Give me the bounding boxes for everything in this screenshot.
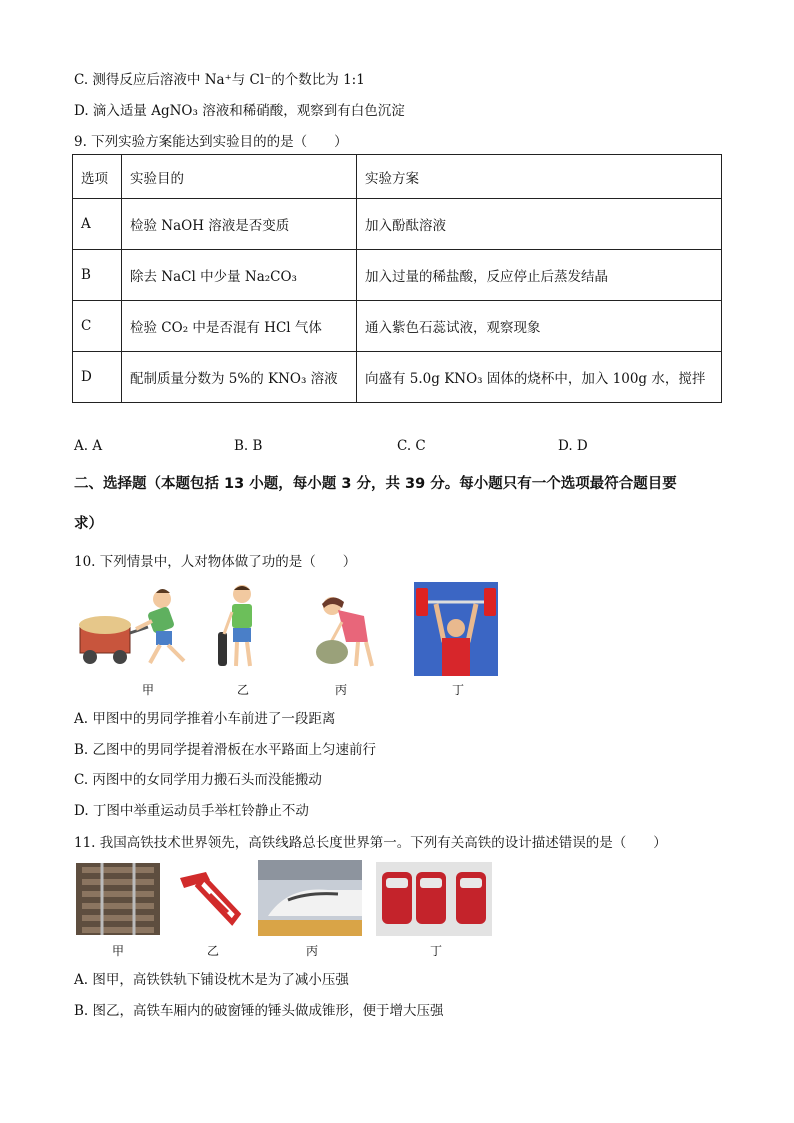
q10-figure-ding xyxy=(414,582,498,676)
q8-option-c: C. 测得反应后溶液中 Na⁺与 Cl⁻的个数比为 1:1 xyxy=(74,72,365,88)
q9-answer-a[interactable]: A. A xyxy=(74,438,103,454)
table-row xyxy=(73,301,722,352)
q9-answer-c[interactable]: C. C xyxy=(397,438,426,454)
q8-option-d: D. 滴入适量 AgNO₃ 溶液和稀硝酸，观察到有白色沉淀 xyxy=(74,103,405,119)
q10-option-a[interactable]: A. 甲图中的男同学推着小车前进了一段距离 xyxy=(74,711,336,727)
table-cell: 向盛有 5.0g KNO₃ 固体的烧杯中，加入 100g 水，搅拌 xyxy=(357,352,722,403)
table-row xyxy=(73,199,722,250)
q9-stem: 9. 下列实验方案能达到实验目的的是（ ） xyxy=(74,134,348,150)
q11-figure-bing xyxy=(258,860,362,936)
table-cell: 加入酚酞溶液 xyxy=(357,199,722,250)
q11-caption-bing: 丙 xyxy=(306,944,319,958)
table-cell: A xyxy=(73,199,122,250)
table-header-row xyxy=(73,155,722,199)
q11-figure-jia xyxy=(76,863,160,935)
q10-figure-jia xyxy=(76,585,196,670)
table-header-cell: 选项 xyxy=(73,155,122,199)
q10-figure-yi xyxy=(214,582,264,672)
q10-caption-ding: 丁 xyxy=(452,683,465,697)
q11-figure-yi xyxy=(176,866,246,936)
table-cell: C xyxy=(73,301,122,352)
table-header-cell: 实验方案 xyxy=(357,155,722,199)
q9-answer-d[interactable]: D. D xyxy=(558,438,588,454)
section-heading: 二、选择题（本题包括 13 小题，每小题 3 分，共 39 分。每小题只有一个选项最符合题目要 xyxy=(74,476,677,492)
table-cell: 通入紫色石蕊试液，观察现象 xyxy=(357,301,722,352)
q11-option-a[interactable]: A. 图甲，高铁铁轨下铺设枕木是为了减小压强 xyxy=(74,972,349,988)
table-cell: 检验 NaOH 溶液是否变质 xyxy=(122,199,357,250)
table-cell: 除去 NaCl 中少量 Na₂CO₃ xyxy=(122,250,357,301)
q10-option-d[interactable]: D. 丁图中举重运动员手举杠铃静止不动 xyxy=(74,803,309,819)
table-row xyxy=(73,352,722,403)
q10-caption-jia: 甲 xyxy=(142,683,155,697)
section-heading-cont: 求） xyxy=(74,516,103,532)
q10-figure-bing xyxy=(302,592,382,672)
q11-caption-ding: 丁 xyxy=(430,944,443,958)
q11-caption-jia: 甲 xyxy=(112,944,125,958)
q10-caption-bing: 丙 xyxy=(335,683,348,697)
q10-caption-yi: 乙 xyxy=(237,683,250,697)
q11-option-b[interactable]: B. 图乙，高铁车厢内的破窗锤的锤头做成锥形，便于增大压强 xyxy=(74,1003,444,1019)
q10-option-c[interactable]: C. 丙图中的女同学用力搬石头而没能搬动 xyxy=(74,772,322,788)
table-cell: D xyxy=(73,352,122,403)
table-header-cell: 实验目的 xyxy=(122,155,357,199)
q10-option-b[interactable]: B. 乙图中的男同学提着滑板在水平路面上匀速前行 xyxy=(74,742,377,758)
table-cell: 检验 CO₂ 中是否混有 HCl 气体 xyxy=(122,301,357,352)
q10-stem: 10. 下列情景中，人对物体做了功的是（ ） xyxy=(74,554,357,570)
table-cell: 配制质量分数为 5%的 KNO₃ 溶液 xyxy=(122,352,357,403)
q9-options-table xyxy=(72,154,722,403)
q9-answer-b[interactable]: B. B xyxy=(234,438,263,454)
table-cell: B xyxy=(73,250,122,301)
q11-caption-yi: 乙 xyxy=(207,944,220,958)
q11-stem: 11. 我国高铁技术世界领先，高铁线路总长度世界第一。下列有关高铁的设计描述错误的是（ ） xyxy=(74,835,667,851)
table-row xyxy=(73,250,722,301)
table-cell: 加入过量的稀盐酸，反应停止后蒸发结晶 xyxy=(357,250,722,301)
q11-figure-ding xyxy=(376,862,492,936)
